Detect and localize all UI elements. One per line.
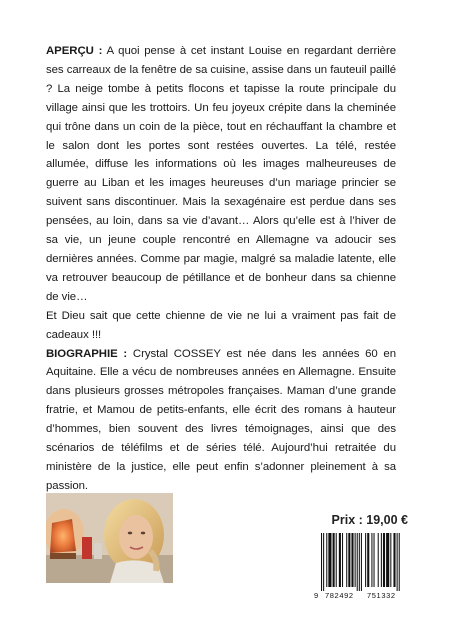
apercu-closing: Et Dieu sait que cette chienne de vie ne lui a vraiment pas fait de cadeaux !!! (46, 309, 396, 341)
isbn-barcode (313, 531, 409, 601)
barcode-bar (399, 533, 400, 591)
barcode-bar (378, 533, 379, 587)
barcode-bar (336, 533, 337, 587)
barcode-digits-left: 782492 (325, 591, 354, 600)
barcode-bar (333, 533, 335, 587)
barcode-bar (393, 533, 395, 587)
barcode-graphic (313, 531, 409, 601)
cover-text (46, 42, 396, 496)
apercu-label: APERÇU : (46, 45, 103, 57)
barcode-bar (383, 533, 385, 587)
biographie-text: Crystal COSSEY est née dans les années 60 en Aquitaine. Elle a vécu de nombreuses années en Allemagne. Ensuite dans plusieurs grosses métropoles françaises. Maman d’une grande fratrie, et Mamou de petits-enfants, elle écrit des romans à hauteur d’hommes, bien souvent des livres témoignages, ainsi que des scénarios de téléfilms et de séries télé. Aujourd’hui retraitée du ministère de la justice, elle peut enfin s’adonner pleinement à sa passion. (46, 347, 396, 492)
barcode-bar (339, 533, 341, 587)
biographie-label: BIOGRAPHIE : (46, 347, 128, 360)
barcode-bar (374, 533, 375, 587)
barcode-bar (321, 533, 322, 591)
barcode-bar (348, 533, 350, 587)
barcode-digit-first: 9 (314, 591, 319, 600)
barcode-bar (346, 533, 347, 587)
barcode-bar (365, 533, 366, 587)
biographie-paragraph (46, 345, 396, 496)
barcode-bar (359, 533, 360, 591)
barcode-bar (367, 533, 369, 587)
barcode-bar (371, 533, 372, 587)
barcode-bar (386, 533, 389, 587)
price-label: Prix : 19,00 € (331, 513, 408, 527)
apercu-text: A quoi pense à cet instant Louise en regardant derrière ses carreaux de la fenêtre de sa cuisine, assise dans un fauteuil paillé ? La neige tombe à petits flocons et tapisse la route principale du village ainsi que les trottoirs. Un feu joyeux crépite dans la cheminée qui trône dans un coin de la pièce, tout en réchauffant la chambre et le salon dont les portes sont restées ouvertes. La télé, restée allumée, diffuse les informations où les images malheureuses de guerre au Liban et les images heureuses d’un mariage princier se suivent sans discontinuer. Mais la sexagénaire est perdue dans ses pensées, au loin, dans sa vie d’avant… Alors qu’elle est à l’hiver de sa vie, un jeune couple rencontré en Allemagne va adoucir ses dernières années. Comme par magie, malgré sa maladie latente, elle va retrouver beaucoup de pétillance et de bonheur dans sa chienne de vie… (46, 45, 396, 303)
author-photo (46, 493, 173, 583)
barcode-bar (381, 533, 382, 587)
barcode-bar (390, 533, 391, 587)
barcode-bar (351, 533, 353, 587)
barcode-bar (342, 533, 343, 587)
apercu-paragraph (46, 42, 396, 307)
author-photo-image (46, 493, 173, 583)
barcode-digits-right: 751332 (367, 591, 396, 600)
barcode-bar (355, 533, 356, 587)
barcode-bar (361, 533, 362, 591)
barcode-bar (397, 533, 398, 591)
barcode-bar (326, 533, 327, 587)
barcode-bar (328, 533, 331, 587)
barcode-bar (323, 533, 324, 591)
barcode-bar (357, 533, 358, 591)
